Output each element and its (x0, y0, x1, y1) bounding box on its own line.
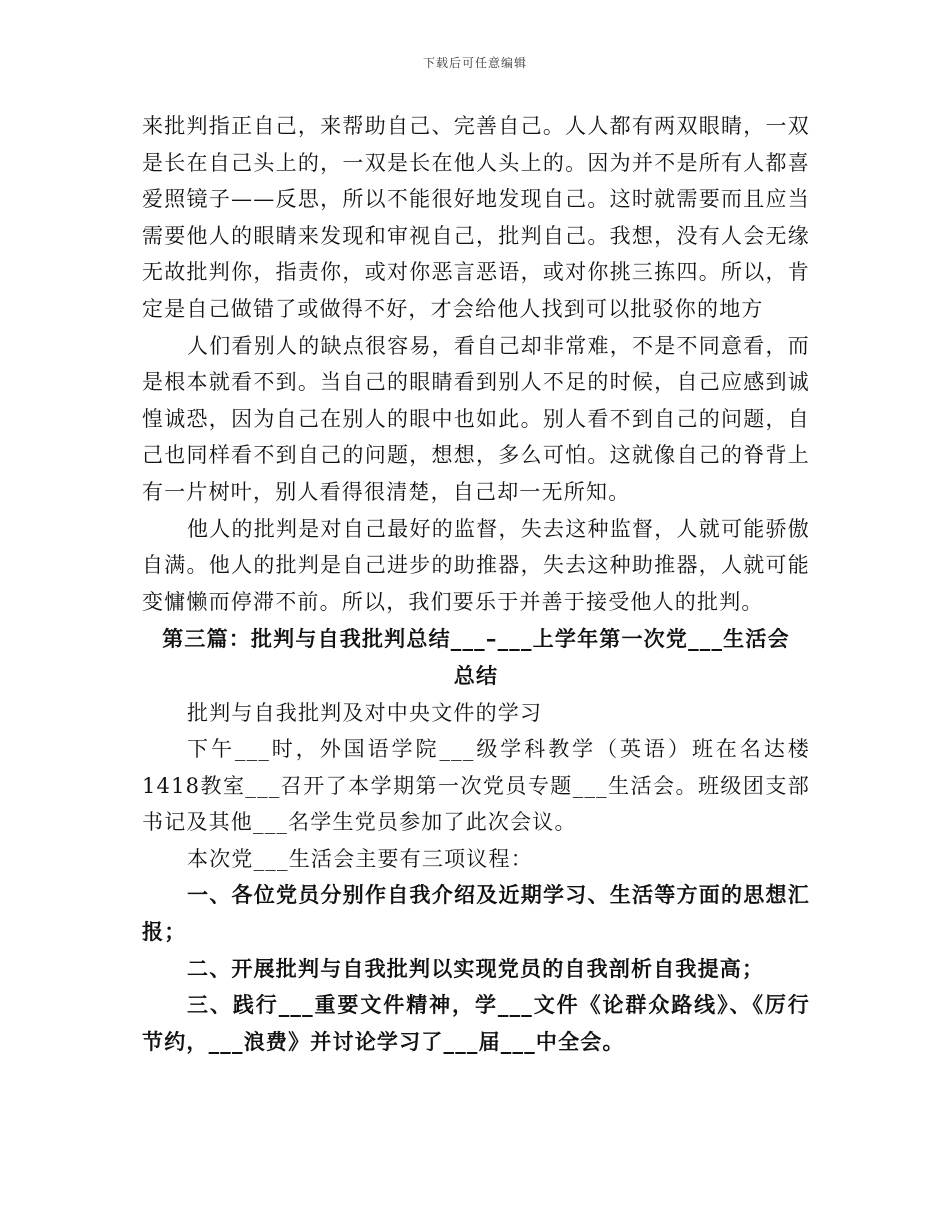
section-title: 第三篇：批判与自我批判总结___–___上学年第一次党___生活会总结 (162, 626, 790, 688)
document-body (142, 108, 810, 1060)
paragraph-subtitle: 批判与自我批判及对中央文件的学习 (187, 700, 543, 725)
paragraph-shortcomings: 人们看别人的缺点很容易，看自己却非常难，不是不同意看，而是根本就看不到。当自己的眼睛看到别人不足的时候，自己应感到诚惶诚恐，因为自己在别人的眼中也如此。别人看不到自己的问题，自己也同样看不到自己的问题，想想，多么可怕。这就像自己的脊背上有一片树叶，别人看得很清楚，自己却一无所知。 (142, 333, 810, 504)
paragraph-continuation: 来批判指正自己，来帮助自己、完善自己。人人都有两双眼睛，一双是长在自己头上的，一双是长在他人头上的。因为并不是所有人都喜爱照镜子——反思，所以不能很好地发现自己。这时就需要而且应当需要他人的眼睛来发现和审视自己，批判自己。我想，没有人会无缘无故批判你，指责你，或对你恶言恶语，或对你挑三拣四。所以，肯定是自己做错了或做得不好，才会给他人找到可以批驳你的地方 (142, 114, 810, 321)
agenda-item-3: 三、践行___重要文件精神，学___文件《论群众路线》、《厉行节约，___浪费》并讨论学习了___届___中全会。 (142, 992, 810, 1054)
paragraph-meeting-info: 下午___时，外国语学院___级学科教学（英语）班在名达楼1418教室___召开了本学期第一次党员专题___生活会。班级团支部书记及其他___名学生党员参加了此次会议。 (142, 737, 810, 835)
paragraph-supervision: 他人的批判是对自己最好的监督，失去这种监督，人就可能骄傲自满。他人的批判是自己进步的助推器，失去这种助推器，人就可能变慵懒而停滞不前。所以，我们要乐于并善于接受他人的批判。 (142, 516, 810, 614)
paragraph-agenda-intro: 本次党___生活会主要有三项议程： (187, 846, 533, 871)
header-note: 下载后可任意编辑 (422, 56, 527, 70)
agenda-item-2: 二、开展批判与自我批判以实现党员的自我剖析自我提高； (187, 955, 765, 981)
agenda-item-1: 一、各位党员分别作自我介绍及近期学习、生活等方面的思想汇报； (142, 882, 810, 945)
